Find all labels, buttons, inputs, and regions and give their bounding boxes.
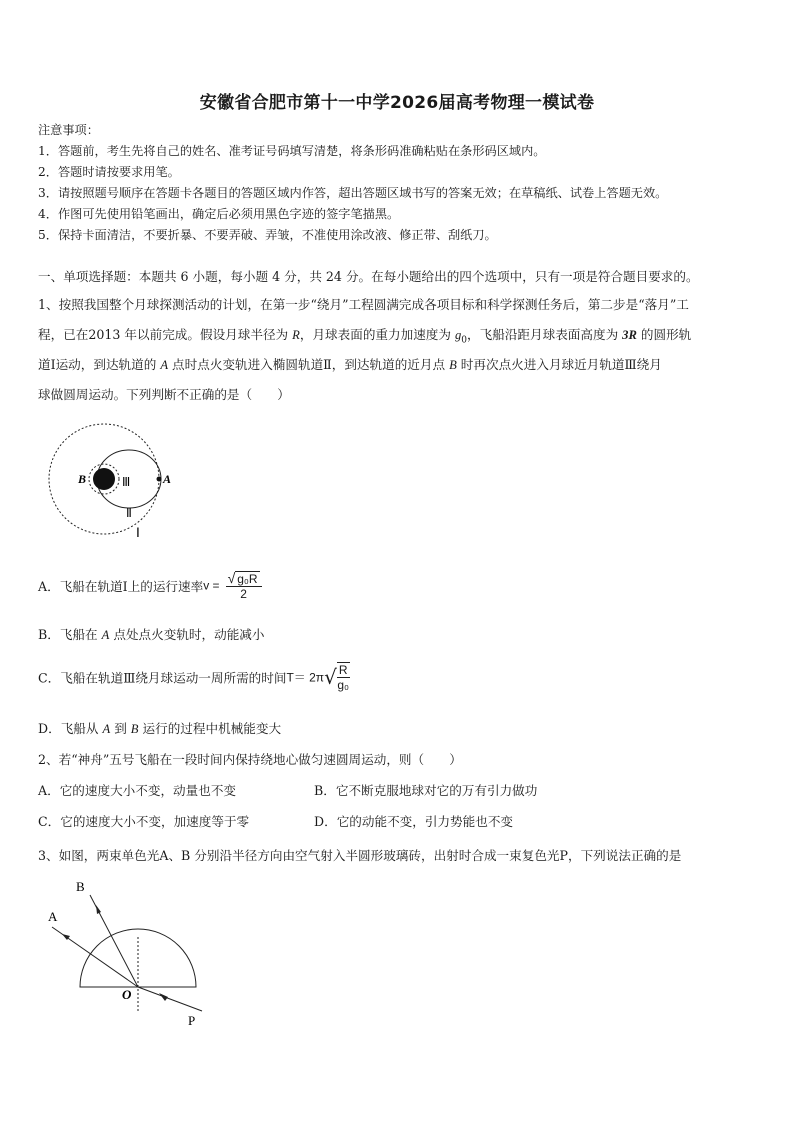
q2-option-b[interactable]: B．它不断克服地球对它的万有引力做功 (314, 783, 538, 798)
q1-option-d[interactable]: D．飞船从 A 到 B 运行的过程中机械能变大 (38, 721, 282, 736)
label-iii: Ⅲ (122, 475, 131, 489)
ray-b-arrow (96, 905, 101, 914)
label-o: O (122, 987, 132, 1002)
orbit-figure (40, 418, 180, 543)
label-p: P (188, 1013, 196, 1025)
notes-item-4: 4．作图可先使用铅笔画出，确定后必须用黑色字迹的签字笔描黑。 (38, 207, 400, 221)
q1-option-b[interactable]: B．飞船在 A 点处点火变轨时，动能减小 (38, 627, 265, 642)
q2-option-c[interactable]: C．它的速度大小不变，加速度等于零 (38, 814, 250, 829)
q2-option-d[interactable]: D．它的动能不变，引力势能也不变 (314, 814, 514, 829)
label-b: B (76, 879, 85, 894)
label-b: B (78, 472, 87, 486)
point-a (157, 477, 162, 482)
q1-line-4: 球做圆周运动。下列判断不正确的是（ ） (38, 387, 290, 402)
page-title: 安徽省合肥市第十一中学2026届高考物理一模试卷 (199, 93, 595, 113)
q2-stem: 2、若“神舟”五号飞船在一段时间内保持绕地心做匀速圆周运动，则（ ） (38, 752, 462, 767)
notes-item-5: 5．保持卡面清洁，不要折暴、不要弄破、弄皱，不准使用涂改液、修正带、刮纸刀。 (38, 228, 497, 242)
q1-line-1: 1、按照我国整个月球探测活动的计划，在第一步“绕月”工程圆满完成各项目标和科学探测任务后，第二步是“落月”工 (38, 297, 689, 312)
ray-p (138, 987, 202, 1011)
label-a: A (48, 909, 58, 924)
label-ii: Ⅱ (126, 506, 132, 520)
ray-p-arrow (159, 993, 168, 1001)
point-b (94, 477, 99, 482)
notes-item-3: 3．请按照题号顺序在答题卡各题目的答题区域内作答，超出答题区域书写的答案无效；在草稿纸、试卷上答题无效。 (38, 186, 668, 200)
notes-heading: 注意事项： (38, 123, 99, 137)
label-i: Ⅰ (136, 525, 140, 540)
q1-option-c[interactable]: C．飞船在轨道Ⅲ绕月球运动一周所需的时间T＝ 2π√ $\frac{R}{\text{g₀}}$ (38, 663, 349, 692)
q1-line-3: 道Ⅰ运动，到达轨道的 A 点时点火变轨进入椭圆轨道Ⅱ，到达轨道的近月点 B 时再次点火进入月球近月轨道Ⅲ绕月 (38, 357, 662, 372)
notes-item-2: 2．答题时请按要求用笔。 (38, 165, 180, 179)
section-heading: 一、单项选择题：本题共 6 小题，每小题 4 分，共 24 分。在每小题给出的四个选项中，只有一项是符合题目要求的。 (38, 269, 699, 284)
label-a: A (163, 472, 172, 486)
q3-stem: 3、如图，两束单色光A、B 分别沿半径方向由空气射入半圆形玻璃砖，出射时合成一束复色光P，下列说法正确的是 (38, 848, 682, 863)
q1-line-2: 程，已在2013 年以前完成。假设月球半径为 R，月球表面的重力加速度为 $g_0$，飞船沿距月球表面高度为 3R 的圆形轨 (38, 327, 692, 346)
prism-figure (40, 875, 220, 1025)
notes-item-1: 1．答题前，考生先将自己的姓名、准考证号码填写清楚，将条形码准确粘贴在条形码区域内。 (38, 144, 546, 158)
q2-option-a[interactable]: A．它的速度大小不变，动量也不变 (38, 783, 237, 798)
q1-option-a[interactable]: A．飞船在轨道Ⅰ上的运行速率v = $\frac{\text{√ g₀R}}{2}$ (38, 570, 262, 601)
